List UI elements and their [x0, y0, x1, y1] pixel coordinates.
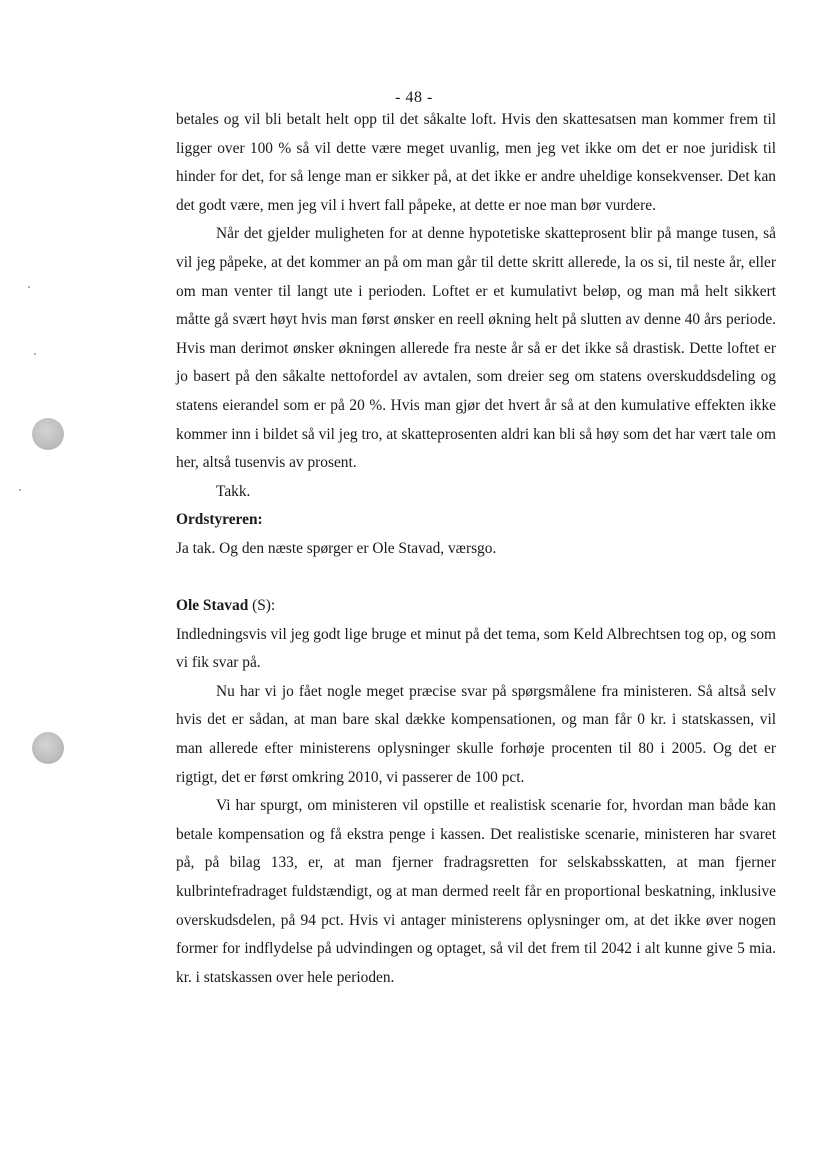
paragraph: Ja tak. Og den næste spørger er Ole Stavad, værsgo. [176, 539, 497, 557]
paragraph: Vi har spurgt, om ministeren vil opstille et realistisk scenarie for, hvordan man både kan betale kompensation og få ekstra penge i kassen. Det realistiske scenarie, ministeren har svaret på, på bilag 133, er, at man fjerner fradragsretten for selskabsskatten, at man fjerner kulbrintefradraget fuldstændigt, og at man dermed reelt får en proportional beskatning, inklusive overskudsdelen, på 94 pct. Hvis vi antager ministerens oplysninger om, at det ikke øver nogen former for indflydelse på udvindingen og optaget, så vil det frem til 2042 i alt kunne give 5 mia. kr. i statskassen over hele perioden. [176, 797, 776, 986]
speaker-party: (S): [248, 597, 276, 615]
scan-speck [19, 489, 21, 491]
paragraph: Takk. [216, 482, 251, 500]
scan-speck [28, 286, 30, 288]
scan-speck [34, 353, 36, 355]
paragraph: Nu har vi jo fået nogle meget præcise svar på spørgsmålene fra ministeren. Så altså selv hvis det er sådan, at man bare skal dække kompensationen, og man får 0 kr. i statskassen, vil man allerede efter ministerens oplysninger skulle forhøje procenten til 80 i 2005. Og det er rigtigt, det er først omkring 2010, vi passerer de 100 pct. [176, 682, 776, 786]
speaker-label-ole-stavad [176, 592, 776, 621]
document-body [176, 106, 776, 992]
paragraph: Når det gjelder muligheten for at denne hypotetiske skatteprosent blir på mange tusen, så vil jeg påpeke, at det kommer an på om man går til dette skritt allerede, la os si, til neste år, eller om man venter til langt ute i perioden. Loftet er et kumulativt beløp, og man må helt sikkert måtte gå svært høyt hvis man først ønsker en reell økning helt på slutten av denne 40 års periode. Hvis man derimot ønsker økningen allerede fra neste år så er det ikke så drastisk. Dette loftet er jo basert på den såkalte nettofordel av avtalen, som dreier seg om statens overskuddsdeling og statens eierandel som er på 20 %. Hvis man gjør det hvert år så at den kumulative effekten ikke kommer inn i bildet så vil jeg tro, at skatteprosenten aldri kan bli så høy som det har vært tale om her, altså tusenvis av prosent. [176, 225, 776, 472]
speaker-label-chair: Ordstyreren: [176, 511, 263, 529]
spacer [176, 564, 776, 593]
page-number: - 48 - [395, 89, 433, 106]
paragraph: betales og vil bli betalt helt opp til det såkalte loft. Hvis den skattesatsen man kommer frem til ligger over 100 % så vil dette være meget uvanlig, men jeg vet ikke om det er noe juridisk til hinder for det, for så lenge man er sikker på, at det ikke er andre uheldige konsekvenser. Det kan det godt være, men jeg vil i hvert fall påpeke, at dette er noe man bør vurdere. [176, 111, 776, 214]
punch-hole-upper [32, 418, 64, 450]
paragraph: Indledningsvis vil jeg godt lige bruge et minut på det tema, som Keld Albrechtsen tog op, og som vi fik svar på. [176, 625, 776, 672]
speaker-name: Ole Stavad [176, 597, 249, 615]
punch-hole-lower [32, 732, 64, 764]
